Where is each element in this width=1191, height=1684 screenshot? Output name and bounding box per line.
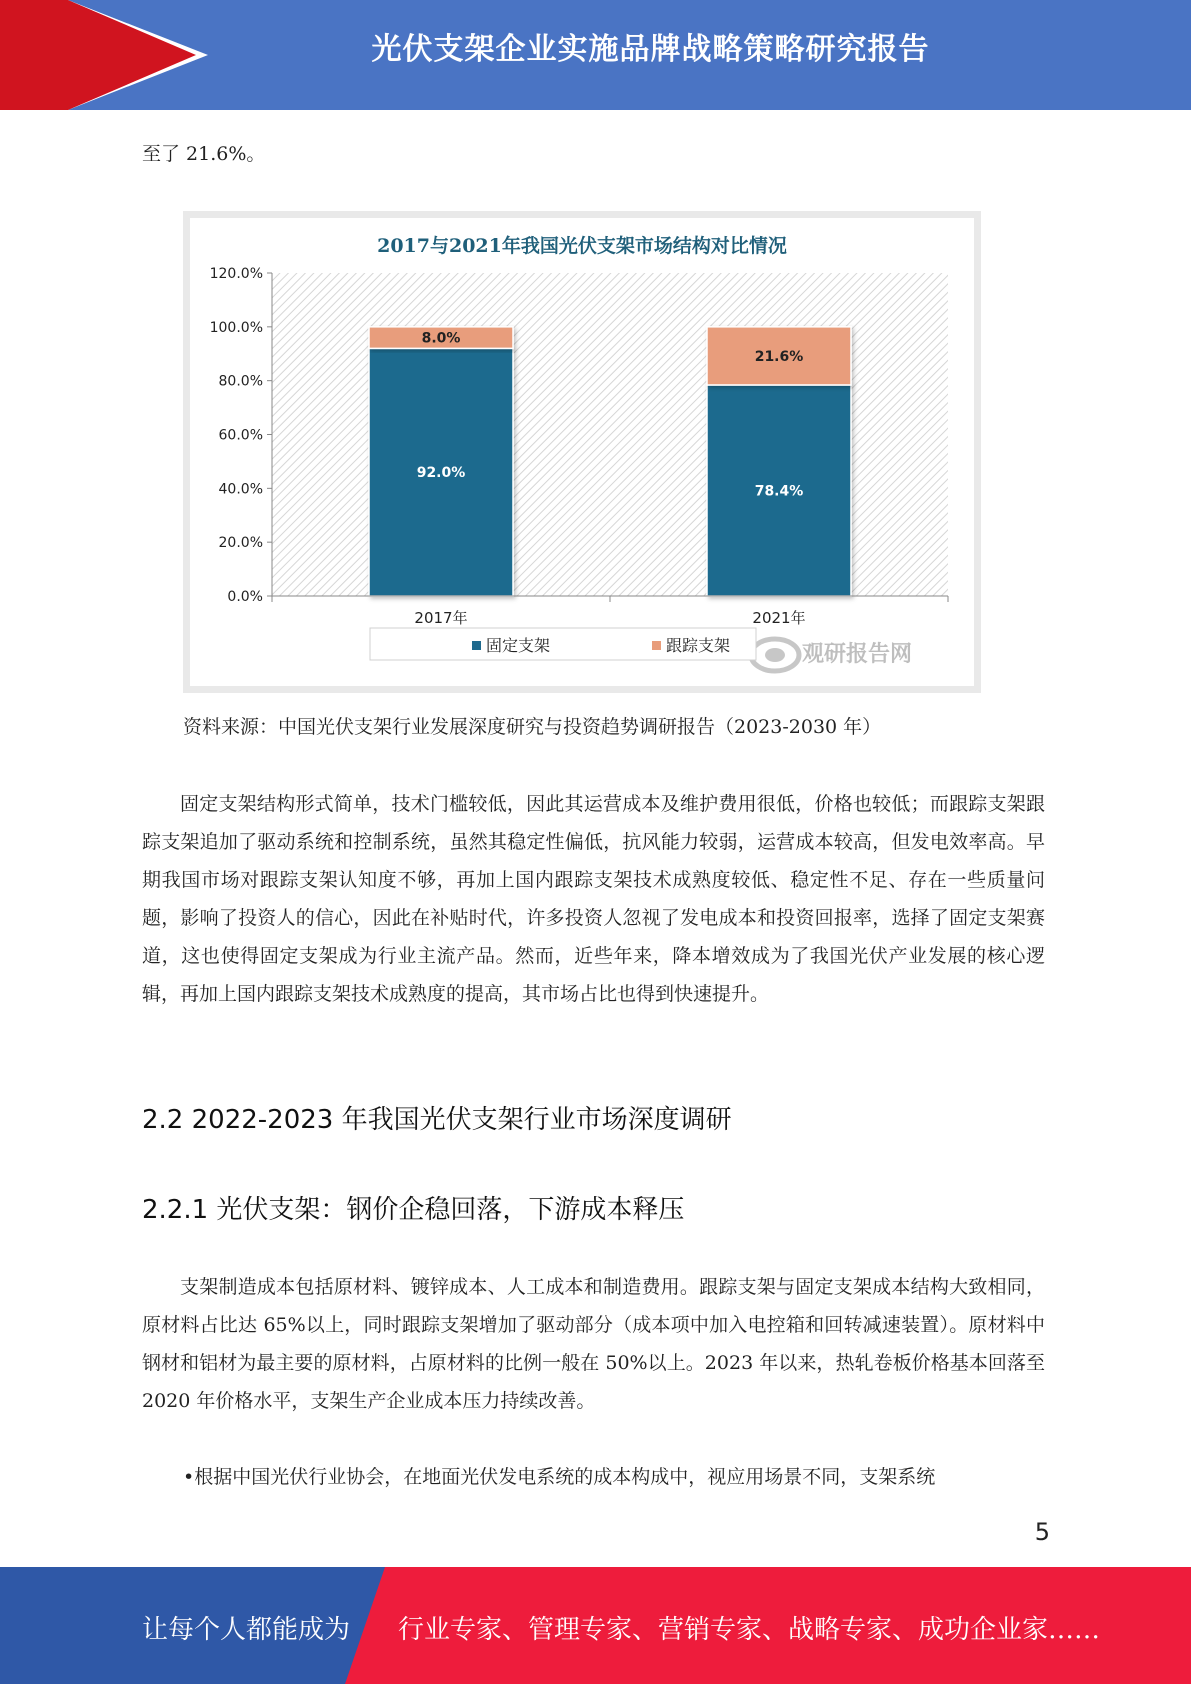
x-axis bbox=[272, 596, 948, 627]
watermark-logo bbox=[751, 639, 912, 671]
legend-swatch-tracking bbox=[652, 641, 661, 650]
y-tick-label: 0.0% bbox=[227, 589, 263, 605]
page-header bbox=[0, 0, 1191, 110]
footer-blue-slant bbox=[345, 1567, 385, 1684]
header-title: 光伏支架企业实施品牌战略策略研究报告 bbox=[371, 32, 930, 67]
y-tick-label: 100.0% bbox=[209, 319, 263, 336]
data-label: 8.0% bbox=[421, 330, 461, 347]
footer-slogan-right: 行业专家、管理专家、营销专家、战略专家、成功企业家…… bbox=[398, 1615, 1101, 1645]
y-tick-label: 80.0% bbox=[218, 373, 263, 390]
section-heading-2-2-1: 2.2.1 光伏支架：钢价企稳回落，下游成本释压 bbox=[142, 1195, 685, 1225]
x-tick-label: 2021年 bbox=[752, 609, 806, 627]
y-tick-label: 40.0% bbox=[218, 481, 263, 498]
chart-panel bbox=[190, 218, 974, 686]
page-number: 5 bbox=[1034, 1518, 1050, 1546]
chart-title: 2017与2021年我国光伏支架市场结构对比情况 bbox=[377, 235, 787, 257]
y-tick-label: 120.0% bbox=[209, 266, 263, 282]
bar-chart bbox=[190, 218, 974, 686]
y-axis bbox=[210, 266, 272, 605]
intro-line: 至了 21.6%。 bbox=[142, 143, 266, 165]
x-tick-label: 2017年 bbox=[414, 609, 468, 627]
section-heading-2-2: 2.2 2022-2023 年我国光伏支架行业市场深度调研 bbox=[142, 1105, 732, 1135]
legend-label-tracking: 跟踪支架 bbox=[666, 636, 731, 655]
data-label: 21.6% bbox=[754, 348, 804, 365]
watermark-text: 观研报告网 bbox=[802, 642, 913, 667]
chart-source: 资料来源：中国光伏支架行业发展深度研究与投资趋势调研报告（2023-2030 年） bbox=[183, 716, 882, 738]
paragraph-1: 固定支架结构形式简单，技术门槛较低，因此其运营成本及维护费用很低，价格也较低；而跟踪支架跟踪支架追加了驱动系统和控制系统，虽然其稳定性偏低，抗风能力较弱，运营成本较高，但发电效率高。早期我国市场对跟踪支架认知度不够，再加上国内跟踪支架技术成熟度较低、稳定性不足、存在一些质量问题，影响了投资人的信心，因此在补贴时代，许多投资人忽视了发电成本和投资回报率，选择了固定支架赛道，这也使得固定支架成为行业主流产品。然而，近些年来，降本增效成为了我国光伏产业发展的核心逻辑，再加上国内跟踪支架技术成熟度的提高，其市场占比也得到快速提升。 bbox=[142, 793, 1045, 1005]
page-footer bbox=[0, 1567, 1191, 1684]
data-label: 92.0% bbox=[416, 465, 466, 482]
paragraph-2: 支架制造成本包括原材料、镀锌成本、人工成本和制造费用。跟踪支架与固定支架成本结构大致相同，原材料占比达 65%以上，同时跟踪支架增加了驱动部分（成本项中加入电控箱和回转减速装置）。原材料中钢材和铝材为最主要的原材料，占原材料的比例一般在 50%以上。2023 年以来，热轧卷板价格基本回落至 2020 年价格水平，支架生产企业成本压力持续改善。 bbox=[142, 1276, 1045, 1412]
y-tick-label: 60.0% bbox=[218, 427, 263, 444]
y-tick-label: 20.0% bbox=[218, 535, 263, 552]
legend-label-fixed: 固定支架 bbox=[486, 636, 551, 655]
footer-slogan-left: 让每个人都能成为 bbox=[142, 1615, 351, 1645]
chart-frame bbox=[183, 211, 981, 693]
bullet-line: •根据中国光伏行业协会，在地面光伏发电系统的成本构成中，视应用场景不同，支架系统 bbox=[183, 1466, 936, 1488]
legend-swatch-fixed bbox=[472, 641, 481, 650]
header-red-block bbox=[0, 0, 68, 110]
data-label: 78.4% bbox=[754, 483, 804, 500]
